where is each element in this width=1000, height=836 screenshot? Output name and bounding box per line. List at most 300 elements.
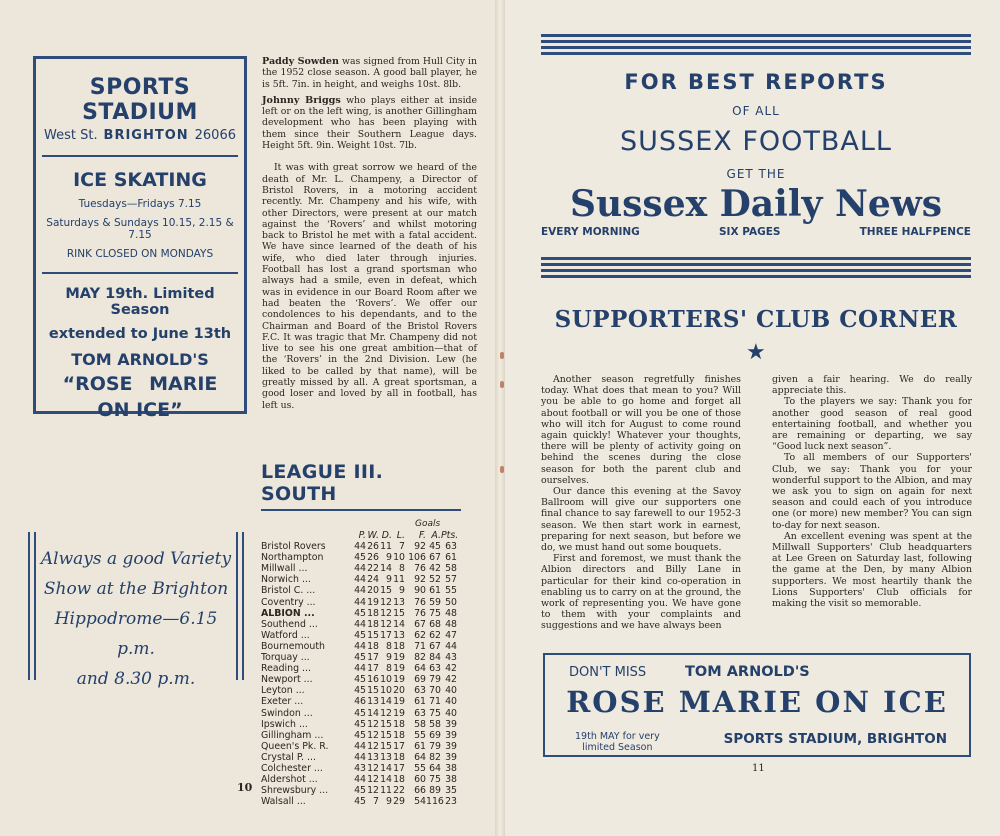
cell-l: 14: [393, 618, 405, 630]
article-paragraph: Our dance this evening at the Savoy Ballroom will give our supporters one final chance to say farewell to our 1952-3 season. We then start work in earnest, preparing for next season, but before we do, we must hand out some bouquets.: [541, 486, 741, 554]
cell-pts: 39: [445, 729, 457, 741]
table-row: [261, 663, 461, 674]
cell-pts: 42: [445, 674, 457, 686]
table-row: [261, 563, 461, 574]
cell-d: 13: [380, 751, 392, 763]
cell-p: 43: [354, 762, 366, 774]
table-row: [261, 585, 461, 596]
cell-f: 69: [414, 674, 426, 686]
cell-team: Gillingham ...: [261, 729, 324, 741]
cell-p: 45: [354, 707, 366, 719]
cell-w: 12: [367, 740, 379, 752]
cell-w: 20: [367, 585, 379, 597]
cell-l: 10: [393, 552, 405, 564]
cell-w: 16: [367, 674, 379, 686]
cell-d: 15: [380, 585, 392, 597]
cell-p: 44: [354, 751, 366, 763]
supporters-club-heading: SUPPORTERS' CLUB CORNER: [554, 306, 958, 333]
cell-a: 45: [429, 541, 441, 553]
cell-pts: 58: [445, 563, 457, 575]
cell-d: 15: [380, 718, 392, 730]
header-team: [261, 530, 353, 541]
cell-l: 13: [393, 596, 405, 608]
cell-w: 7: [373, 796, 379, 808]
hippodrome-ad: [28, 532, 244, 689]
rule-band: [541, 257, 971, 260]
divider: [42, 272, 238, 274]
sports-stadium-ad: [33, 56, 247, 421]
cell-w: 12: [367, 718, 379, 730]
cell-p: 46: [354, 696, 366, 708]
cell-l: 18: [393, 729, 405, 741]
cell-a: 61: [429, 585, 441, 597]
cell-p: 44: [354, 774, 366, 786]
cell-d: 14: [380, 762, 392, 774]
table-row: [261, 552, 461, 563]
cell-team: Bristol Rovers: [261, 541, 326, 553]
cell-d: 8: [386, 663, 392, 675]
cell-w: 26: [367, 541, 379, 553]
cell-l: 19: [393, 652, 405, 664]
cell-l: 29: [393, 796, 405, 808]
cell-f: 60: [414, 774, 426, 786]
cell-w: 12: [367, 785, 379, 797]
double-rule-right: [236, 532, 244, 680]
cell-pts: 40: [445, 707, 457, 719]
on-ice: ON ICE”: [97, 399, 183, 421]
player-name: Paddy Sowden: [262, 56, 339, 67]
note-text: was signed from Hull City in the 1952 close season. A good ball player, he is 5ft. 7in. in height, and weighs 10st. 8lb.: [262, 56, 477, 90]
article-paragraph: To all members of our Supporters' Club, we say: Thank you for your wonderful support to the Albion, and may we ask you to sign on again for next season and could each of you introduce one (or more) new member? You can sign to-day for next season.: [772, 452, 972, 531]
table-row: [261, 763, 461, 774]
cell-l: 17: [393, 762, 405, 774]
cell-pts: 38: [445, 762, 457, 774]
ad-address: [36, 128, 244, 143]
cell-d: 9: [386, 796, 392, 808]
cell-a: 82: [429, 751, 441, 763]
cell-d: 9: [386, 552, 392, 564]
cell-w: 18: [367, 607, 379, 619]
cell-p: 45: [354, 607, 366, 619]
league-title: LEAGUE III. SOUTH: [261, 461, 384, 505]
cell-team: Ipswich ...: [261, 718, 308, 730]
ad-price: THREE HALFPENCE: [859, 226, 971, 238]
cell-w: 17: [367, 663, 379, 675]
show-date-line: 19th MAY for very: [575, 731, 660, 742]
cell-a: 52: [429, 574, 441, 586]
cell-p: 45: [354, 718, 366, 730]
session-times-weekend: Saturdays & Sundays 10.15, 2.15 & 7.15: [46, 217, 234, 241]
table-row: [261, 619, 461, 630]
cell-p: 44: [354, 541, 366, 553]
cell-d: 17: [380, 629, 392, 641]
table-row: [261, 597, 461, 608]
header-d: D.: [381, 530, 392, 541]
cell-pts: 48: [445, 618, 457, 630]
cell-team: Torquay ...: [261, 652, 310, 664]
table-row: [261, 608, 461, 619]
cell-a: 42: [429, 563, 441, 575]
cell-a: 70: [429, 685, 441, 697]
cell-w: 15: [367, 685, 379, 697]
cell-d: 8: [386, 640, 392, 652]
cell-w: 18: [367, 640, 379, 652]
cell-f: 61: [414, 740, 426, 752]
cell-pts: 23: [445, 796, 457, 808]
ad-town: BRIGHTON: [103, 128, 189, 143]
cell-w: 12: [367, 774, 379, 786]
cell-p: 45: [354, 785, 366, 797]
cell-p: 44: [354, 585, 366, 597]
sussex-daily-news-ad: [541, 70, 971, 238]
cell-d: 15: [380, 740, 392, 752]
ad-footer: [541, 226, 971, 238]
table-row: [261, 796, 461, 807]
table-row: [261, 574, 461, 585]
article-paragraph: First and foremost, we must thank the Albion directors and Billy Lane in particular for their kind co-operation in enabling us to carry on at the ground, the work of representing you. We have gone to them with your complaints and suggestions and we have always been: [541, 553, 741, 632]
goals-label: Goals: [415, 519, 441, 529]
cell-f: 63: [414, 707, 426, 719]
header-w: W.: [367, 530, 379, 541]
cell-l: 19: [393, 696, 405, 708]
cell-w: 12: [367, 762, 379, 774]
cell-a: 64: [429, 762, 441, 774]
cell-d: 10: [380, 685, 392, 697]
cell-d: 10: [380, 674, 392, 686]
cell-pts: 35: [445, 785, 457, 797]
cell-f: 76: [414, 607, 426, 619]
cell-l: 9: [399, 585, 405, 597]
hippo-line: and 8.30 p.m.: [76, 669, 196, 689]
cell-f: 67: [414, 618, 426, 630]
ad-six-pages: SIX PAGES: [719, 226, 781, 238]
league-table: [261, 530, 461, 807]
header-pts: Pts.: [441, 530, 459, 541]
cell-w: 12: [367, 729, 379, 741]
cell-l: 22: [393, 785, 405, 797]
header-p: P.: [358, 530, 366, 541]
table-row: [261, 719, 461, 730]
table-row: [261, 541, 461, 552]
cell-f: 106: [408, 552, 426, 564]
cell-p: 45: [354, 674, 366, 686]
rule-band: [541, 275, 971, 278]
cell-p: 44: [354, 663, 366, 675]
cell-team: Shrewsbury ...: [261, 785, 329, 797]
cell-w: 22: [367, 563, 379, 575]
dont-miss: DON'T MISS: [569, 665, 647, 680]
table-header: [261, 530, 461, 541]
cell-f: 63: [414, 685, 426, 697]
table-row: [261, 685, 461, 696]
cell-pts: 63: [445, 541, 457, 553]
table-row: [261, 652, 461, 663]
ad-street: West St.: [44, 128, 98, 143]
cell-a: 63: [429, 663, 441, 675]
ad-every-morning: EVERY MORNING: [541, 226, 640, 238]
cell-team: Exeter ...: [261, 696, 304, 708]
cell-p: 44: [354, 618, 366, 630]
cell-pts: 40: [445, 696, 457, 708]
cell-team: Southend ...: [261, 618, 318, 630]
cell-team: Aldershot ...: [261, 774, 318, 786]
cell-f: 64: [414, 663, 426, 675]
cell-pts: 47: [445, 629, 457, 641]
show-venue: SPORTS STADIUM, BRIGHTON: [723, 731, 947, 747]
cell-p: 44: [354, 740, 366, 752]
cell-l: 15: [393, 607, 405, 619]
cell-pts: 50: [445, 596, 457, 608]
cell-pts: 39: [445, 751, 457, 763]
spine-fold: [495, 0, 505, 836]
cell-f: 92: [414, 541, 426, 553]
rink-closed-note: RINK CLOSED ON MONDAYS: [66, 248, 214, 260]
table-row: [261, 630, 461, 641]
cell-team: Crystal P. ...: [261, 751, 316, 763]
star-icon: ★: [746, 340, 766, 365]
note-text: who plays either at inside left or on the left wing, is another Gillingham development who has been playing with them since their Southern League days. Height 5ft. 9in. Weight 10st. 7lb.: [262, 94, 477, 152]
cell-f: 62: [414, 629, 426, 641]
cell-a: 75: [429, 774, 441, 786]
rose-marie: “ROSE MARIE: [62, 373, 218, 395]
divider: [261, 509, 461, 511]
cell-pts: 48: [445, 607, 457, 619]
note-briggs: [262, 95, 477, 151]
cell-l: 8: [399, 563, 405, 575]
table-row: [261, 708, 461, 719]
cell-p: 44: [354, 574, 366, 586]
cell-f: 55: [414, 762, 426, 774]
article-column-1: [541, 374, 741, 632]
cell-l: 19: [393, 674, 405, 686]
ad-get-the: GET THE: [726, 167, 786, 181]
page-number: 11: [752, 763, 765, 774]
cell-w: 13: [367, 696, 379, 708]
article-paragraph: To the players we say: Thank you for another good season of real good entertaining football, and whether you are remaining or departing, we say “Good luck next season”.: [772, 396, 972, 453]
double-rule-left: [28, 532, 36, 680]
cell-p: 44: [354, 640, 366, 652]
rule-band: [541, 40, 971, 43]
cell-p: 45: [354, 685, 366, 697]
show-title: ROSE MARIE ON ICE: [566, 685, 948, 719]
cell-team: ALBION ...: [261, 607, 315, 619]
table-row: [261, 641, 461, 652]
cell-team: Bristol C. ...: [261, 585, 316, 597]
table-row: [261, 774, 461, 785]
note-sowden: [262, 56, 477, 90]
cell-p: 45: [354, 629, 366, 641]
cell-w: 17: [367, 652, 379, 664]
cell-pts: 55: [445, 585, 457, 597]
cell-f: 76: [414, 596, 426, 608]
table-row: [261, 741, 461, 752]
table-row: [261, 730, 461, 741]
cell-p: 45: [354, 796, 366, 808]
cell-w: 15: [367, 629, 379, 641]
binding-mark: [500, 466, 504, 473]
cell-pts: 39: [445, 740, 457, 752]
cell-f: 76: [414, 563, 426, 575]
limited-season: MAY 19th. Limited Season: [65, 286, 215, 318]
ice-skating-heading: ICE SKATING: [73, 169, 207, 191]
show-dates: [575, 731, 660, 753]
cell-l: 18: [393, 774, 405, 786]
cell-pts: 39: [445, 718, 457, 730]
article-column-2: [772, 374, 972, 609]
cell-p: 45: [354, 652, 366, 664]
cell-team: Millwall ...: [261, 563, 308, 575]
cell-pts: 43: [445, 652, 457, 664]
cell-l: 7: [399, 541, 405, 553]
session-times-weekday: Tuesdays—Fridays 7.15: [78, 198, 202, 210]
cell-team: Walsall ...: [261, 796, 306, 808]
header-a: A.: [431, 530, 441, 541]
cell-w: 19: [367, 596, 379, 608]
table-row: [261, 752, 461, 763]
rose-marie-ad: [543, 653, 971, 757]
binding-mark: [500, 381, 504, 388]
cell-team: Watford ...: [261, 629, 310, 641]
cell-team: Coventry ...: [261, 596, 316, 608]
tom-arnolds: TOM ARNOLD'S: [71, 350, 209, 369]
cell-f: 90: [414, 585, 426, 597]
cell-d: 9: [386, 574, 392, 586]
ad-of-all: OF ALL: [732, 104, 780, 118]
cell-l: 19: [393, 663, 405, 675]
ad-phone: 26066: [194, 128, 236, 143]
hippo-line: Hippodrome—6.15 p.m.: [54, 609, 218, 659]
cell-a: 84: [429, 652, 441, 664]
cell-team: Swindon ...: [261, 707, 313, 719]
cell-team: Colchester ...: [261, 762, 323, 774]
cell-pts: 40: [445, 685, 457, 697]
cell-a: 69: [429, 729, 441, 741]
cell-f: 58: [414, 718, 426, 730]
cell-a: 71: [429, 696, 441, 708]
ad-headline: FOR BEST REPORTS: [624, 70, 888, 94]
cell-p: 45: [354, 552, 366, 564]
newspaper-title: Sussex Daily News: [569, 183, 943, 225]
cell-l: 17: [393, 740, 405, 752]
cell-pts: 38: [445, 774, 457, 786]
cell-a: 79: [429, 740, 441, 752]
rule-band: [541, 46, 971, 49]
cell-d: 14: [380, 563, 392, 575]
article-paragraph: Another season regretfully finishes today. What does that mean to you? Will you be able to go home and forget all about football or will you be one of those who will itch for August to come round again quickly! Whatever your thoughts, there will be plenty of activity going on behind the scenes during the close season for both the parent club and ourselves.: [541, 374, 741, 486]
obituary-paragraph: It was with great sorrow we heard of the death of Mr. L. Champeny, a Director of Bristol Rovers, in a motoring accident recently. Mr. Champeny and his wife, with other Directors, were present at our match against the ‘Rovers’ and whilst motoring back to Bristol he met with a fatal accident. We have since learned of the death of his wife, who died later through injuries. Football has lost a grand sportsman who always had a smile, even in defeat, which was in evidence in our Board Room after we had beaten the ‘Rovers’. We offer our condolences to his dependants, and to the Chairman and Board of the Bristol Rovers F.C. It was tragic that Mr. Champeny did not live to see his one great ambition—that of the ‘Rovers’ in the 2nd Division. Lew (he liked to be called by that name), will be greatly missed by all. A great sportsman, a good loser and loved by all in football, has left us.: [262, 162, 477, 411]
extended-note: extended to June 13th: [48, 326, 232, 342]
cell-f: 64: [414, 751, 426, 763]
cell-d: 11: [380, 785, 392, 797]
cell-pts: 42: [445, 663, 457, 675]
cell-l: 13: [393, 629, 405, 641]
cell-team: Newport ...: [261, 674, 313, 686]
table-row: [261, 785, 461, 796]
cell-w: 24: [367, 574, 379, 586]
cell-w: 18: [367, 618, 379, 630]
cell-a: 67: [429, 552, 441, 564]
cell-team: Norwich ...: [261, 574, 311, 586]
cell-team: Leyton ...: [261, 685, 305, 697]
cell-f: 82: [414, 652, 426, 664]
tom-arnolds: TOM ARNOLD'S: [685, 664, 810, 680]
article-paragraph: given a fair hearing. We do really appreciate this.: [772, 374, 972, 397]
rule-band: [541, 263, 971, 266]
cell-a: 62: [429, 629, 441, 641]
cell-team: Reading ...: [261, 663, 311, 675]
cell-d: 9: [386, 652, 392, 664]
player-notes-column: [262, 56, 477, 416]
cell-w: 14: [367, 707, 379, 719]
player-name: Johnny Briggs: [262, 94, 341, 106]
divider: [42, 155, 238, 157]
cell-p: 44: [354, 596, 366, 608]
ad-sussex-football: SUSSEX FOOTBALL: [620, 126, 892, 157]
hippo-line: Always a good Variety: [40, 549, 232, 569]
cell-d: 12: [380, 596, 392, 608]
header-f: F.: [418, 530, 426, 541]
cell-pts: 61: [445, 552, 457, 564]
cell-w: 26: [367, 552, 379, 564]
cell-d: 11: [380, 541, 392, 553]
table-row: [261, 674, 461, 685]
cell-d: 14: [380, 696, 392, 708]
cell-d: 12: [380, 607, 392, 619]
cell-p: 44: [354, 563, 366, 575]
cell-l: 18: [393, 718, 405, 730]
cell-f: 92: [414, 574, 426, 586]
cell-a: 68: [429, 618, 441, 630]
page-number: 10: [237, 781, 253, 794]
ad-title: SPORTS STADIUM: [82, 75, 198, 125]
rule-band: [541, 269, 971, 272]
cell-d: 14: [380, 774, 392, 786]
league-table-section: [261, 461, 461, 807]
article-paragraph: An excellent evening was spent at the Millwall Supporters' Club headquarters at Lee Green on Saturday last, following the game at the Den, by many Albion supporters. We most heartily thank the Lions Supporters' Club officials for making the visit so memorable.: [772, 530, 972, 610]
cell-l: 20: [393, 685, 405, 697]
rule-band: [541, 34, 971, 37]
cell-d: 15: [380, 729, 392, 741]
bottom-rule-bands: [541, 257, 971, 281]
cell-a: 89: [429, 785, 441, 797]
cell-pts: 57: [445, 574, 457, 586]
cell-l: 11: [393, 574, 405, 586]
cell-f: 61: [414, 696, 426, 708]
cell-a: 58: [429, 718, 441, 730]
top-rule-bands: [541, 34, 971, 58]
cell-l: 18: [393, 751, 405, 763]
cell-l: 19: [393, 707, 405, 719]
cell-pts: 44: [445, 640, 457, 652]
table-row: [261, 696, 461, 707]
cell-a: 79: [429, 674, 441, 686]
cell-f: 55: [414, 729, 426, 741]
hippo-line: Show at the Brighton: [43, 579, 229, 599]
cell-p: 45: [354, 729, 366, 741]
cell-f: 66: [414, 785, 426, 797]
cell-l: 18: [393, 640, 405, 652]
cell-d: 12: [380, 618, 392, 630]
cell-team: Queen's Pk. R.: [261, 740, 329, 752]
cell-w: 13: [367, 751, 379, 763]
show-date-line: limited Season: [582, 742, 653, 753]
cell-a: 59: [429, 596, 441, 608]
cell-f: 54: [414, 796, 426, 808]
cell-a: 67: [429, 640, 441, 652]
cell-a: 75: [429, 707, 441, 719]
cell-team: Bournemouth: [261, 640, 325, 652]
cell-f: 71: [414, 640, 426, 652]
